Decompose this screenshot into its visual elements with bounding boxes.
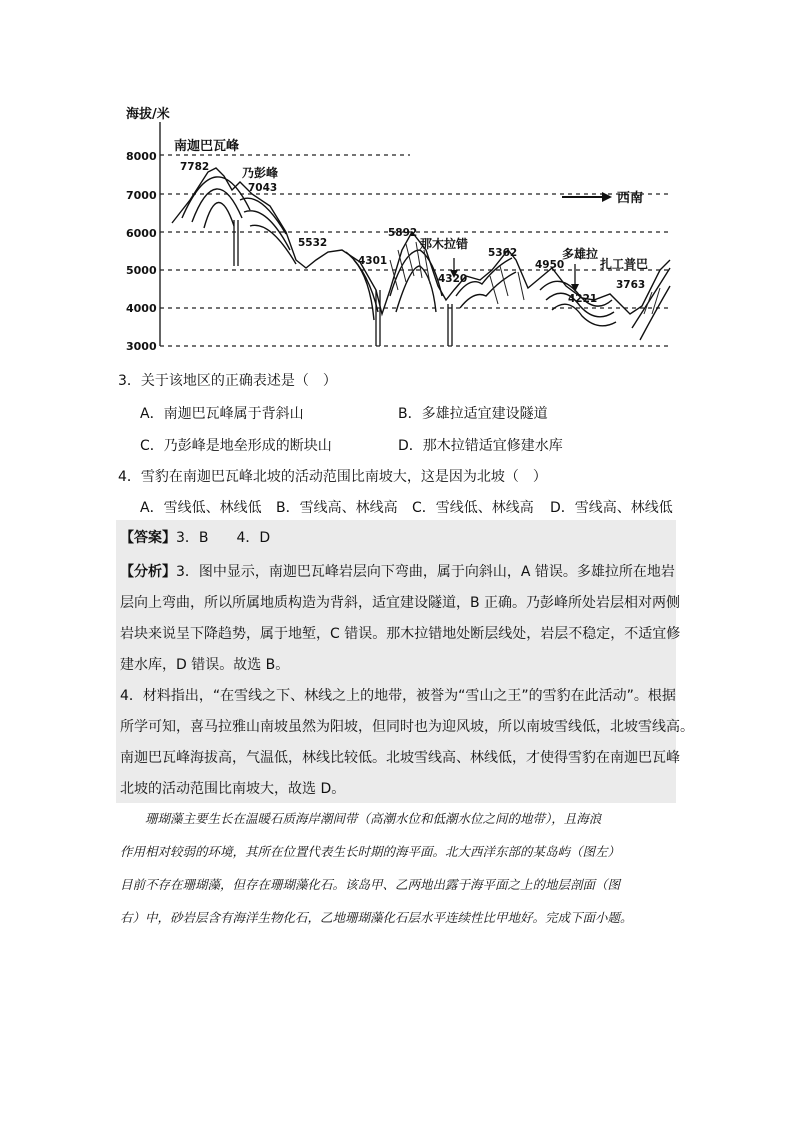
y-tick-5000: 5000 bbox=[126, 264, 157, 277]
y-tick-6000: 6000 bbox=[126, 227, 157, 240]
q3-option-b: B．多雄拉适宜建设隧道 bbox=[398, 406, 548, 422]
q3-option-d: D．那木拉错适宜修建水库 bbox=[398, 438, 563, 454]
label-namulacuo: 那木拉错 bbox=[420, 237, 469, 251]
direction-label: 西南 bbox=[617, 191, 644, 206]
answer-text: 3．B 4．D bbox=[176, 530, 271, 546]
value-3763: 3763 bbox=[616, 279, 646, 291]
label-duoxiongla: 多雄拉 bbox=[562, 247, 599, 261]
y-axis-label: 海拔/米 bbox=[126, 107, 170, 122]
y-tick-3000: 3000 bbox=[126, 340, 157, 353]
value-4221: 4221 bbox=[568, 293, 598, 305]
profile-svg bbox=[120, 100, 680, 360]
y-tick-8000: 8000 bbox=[126, 150, 157, 163]
value-4301: 4301 bbox=[358, 255, 388, 267]
analysis-text-line: 4．材料指出，“在雪线之下、林线之上的地带，被誉为“雪山之王”的雪豹在此活动”。根据 bbox=[120, 688, 676, 704]
analysis-text-line: 岩块来说呈下降趋势，属于地堑，C 错误。那木拉错地处断层线处，岩层不稳定，不适宜修 bbox=[120, 626, 681, 642]
passage-line: 目前不存在珊瑚藻，但存在珊瑚藻化石。该岛甲、乙两地出露于海平面之上的地层剖面（图 bbox=[120, 877, 621, 892]
analysis-text-line: 南迦巴瓦峰海拔高，气温低，林线比较低。北坡雪线高、林线低，才使得雪豹在南迦巴瓦峰 bbox=[120, 750, 680, 766]
passage-line: 珊瑚藻主要生长在温暖石质海岸潮间带（高潮水位和低潮水位之间的地带），且海浪 bbox=[120, 811, 602, 826]
answer-line bbox=[120, 528, 270, 548]
analysis-text-line: 北坡的活动范围比南坡大，故选 D。 bbox=[120, 781, 346, 797]
analysis-text-line: 层向上弯曲，所以所属地质构造为背斜，适宜建设隧道，B 正确。乃彭峰所处岩层相对两侧 bbox=[120, 595, 681, 611]
q4-option-a: A．雪线低、林线低 bbox=[140, 500, 262, 516]
question-3-stem: 3．关于该地区的正确表述是（ ） bbox=[118, 373, 337, 389]
value-5362: 5362 bbox=[488, 247, 518, 259]
analysis-label: 【分析】 bbox=[120, 564, 176, 580]
q4-option-c: C．雪线低、林线高 bbox=[412, 500, 534, 516]
value-5532: 5532 bbox=[298, 237, 328, 249]
label-naipeng: 乃彭峰 bbox=[242, 166, 279, 180]
analysis-text-line: 所学可知，喜马拉雅山南坡虽然为阳坡，但同时也为迎风坡，所以南坡雪线低，北坡雪线高。 bbox=[120, 719, 694, 735]
q4-option-d: D．雪线高、林线低 bbox=[550, 500, 673, 516]
y-tick-4000: 4000 bbox=[126, 302, 157, 315]
value-5892: 5892 bbox=[388, 227, 418, 239]
value-4950: 4950 bbox=[535, 259, 565, 271]
value-7782: 7782 bbox=[180, 161, 210, 173]
label-namjagbarwa: 南迦巴瓦峰 bbox=[174, 139, 240, 154]
value-7043: 7043 bbox=[248, 182, 278, 194]
passage-line: 右）中，砂岩层含有海洋生物化石，乙地珊瑚藻化石层水平连续性比甲地好。完成下面小题。 bbox=[120, 910, 633, 925]
analysis-text-line: 建水库，D 错误。故选 B。 bbox=[120, 657, 290, 673]
q4-option-b: B．雪线高、林线高 bbox=[276, 500, 398, 516]
value-4320: 4320 bbox=[438, 273, 468, 285]
label-zhagongpuba: 扎工普巴 bbox=[600, 257, 649, 271]
q3-option-a: A．南迦巴瓦峰属于背斜山 bbox=[140, 406, 304, 422]
analysis-line bbox=[120, 562, 675, 582]
passage-line: 作用相对较弱的环境，其所在位置代表生长时期的海平面。北大西洋东部的某岛屿（图左） bbox=[120, 844, 621, 859]
analysis-text-line: 3．图中显示，南迦巴瓦峰岩层向下弯曲，属于向斜山，A 错误。多雄拉所在地岩 bbox=[176, 564, 675, 580]
question-4-stem: 4．雪豹在南迦巴瓦峰北坡的活动范围比南坡大，这是因为北坡（ ） bbox=[118, 469, 547, 485]
q3-option-c: C．乃彭峰是地垒形成的断块山 bbox=[140, 438, 332, 454]
y-tick-7000: 7000 bbox=[126, 189, 157, 202]
geologic-profile-figure bbox=[120, 100, 680, 360]
answer-label: 【答案】 bbox=[120, 530, 176, 546]
